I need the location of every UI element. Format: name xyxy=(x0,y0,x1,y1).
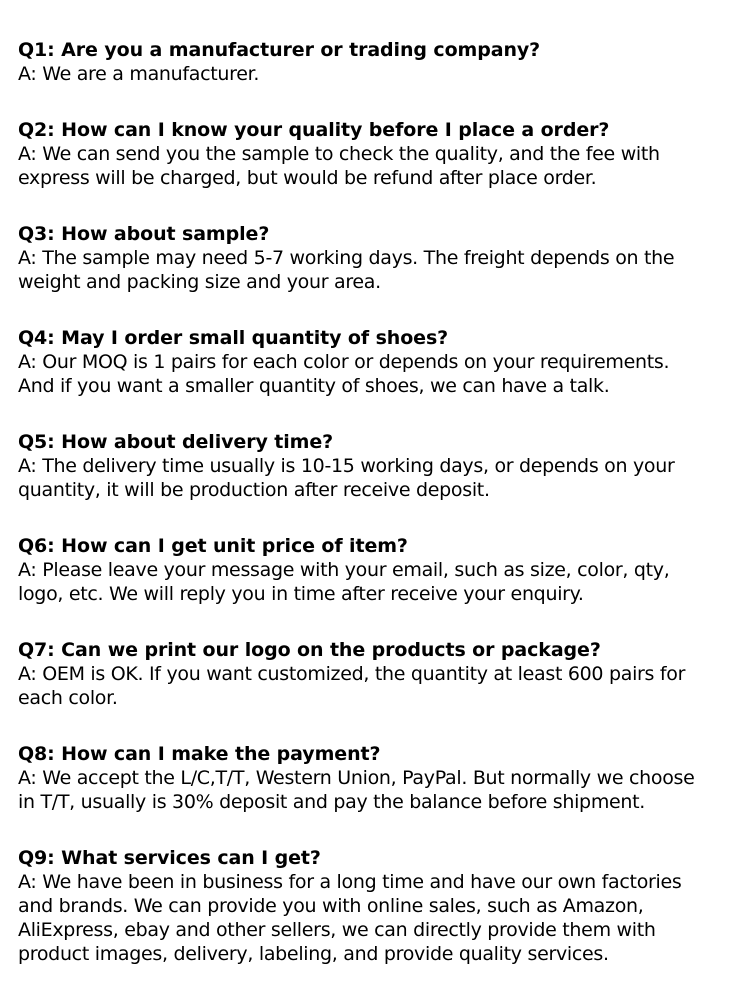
answer-line: logo, etc. We will reply you in time after receive your enquiry. xyxy=(18,583,584,605)
faq-item-q7 xyxy=(18,638,738,742)
answer-line: And if you want a smaller quantity of shoes, we can have a talk. xyxy=(18,375,610,397)
answer-q8 xyxy=(18,766,738,814)
question-q9: Q9: What services can I get? xyxy=(18,847,321,869)
faq-item-q3 xyxy=(18,222,738,326)
question-q7: Q7: Can we print our logo on the products or package? xyxy=(18,639,601,661)
faq-item-q2 xyxy=(18,118,738,222)
answer-line: express will be charged, but would be refund after place order. xyxy=(18,167,597,189)
answer-line: AliExpress, ebay and other sellers, we can directly provide them with xyxy=(18,919,656,941)
question-q1: Q1: Are you a manufacturer or trading company? xyxy=(18,39,541,61)
answer-line: each color. xyxy=(18,687,118,709)
answer-q7 xyxy=(18,662,738,710)
answer-q2 xyxy=(18,142,738,190)
answer-q3 xyxy=(18,246,738,294)
question-q6: Q6: How can I get unit price of item? xyxy=(18,535,408,557)
faq-item-q9 xyxy=(18,846,738,966)
answer-line: A: The sample may need 5-7 working days. The freight depends on the xyxy=(18,247,675,269)
question-q3: Q3: How about sample? xyxy=(18,223,270,245)
answer-line: A: We are a manufacturer. xyxy=(18,63,260,85)
question-q5: Q5: How about delivery time? xyxy=(18,431,334,453)
answer-q5 xyxy=(18,454,738,502)
answer-line: weight and packing size and your area. xyxy=(18,271,381,293)
faq-item-q1 xyxy=(18,38,738,118)
faq-item-q5 xyxy=(18,430,738,534)
faq-item-q6 xyxy=(18,534,738,638)
answer-q6 xyxy=(18,558,738,606)
faq-item-q4 xyxy=(18,326,738,430)
answer-line: in T/T, usually is 30% deposit and pay the balance before shipment. xyxy=(18,791,646,813)
answer-q1 xyxy=(18,62,738,86)
answer-line: A: We have been in business for a long time and have our own factories xyxy=(18,871,682,893)
question-q8: Q8: How can I make the payment? xyxy=(18,743,381,765)
answer-q9 xyxy=(18,870,738,966)
faq-item-q8 xyxy=(18,742,738,846)
answer-line: A: We can send you the sample to check the quality, and the fee with xyxy=(18,143,660,165)
answer-line: A: Please leave your message with your email, such as size, color, qty, xyxy=(18,559,670,581)
answer-line: quantity, it will be production after receive deposit. xyxy=(18,479,490,501)
faq-list xyxy=(18,38,738,966)
question-q4: Q4: May I order small quantity of shoes? xyxy=(18,327,449,349)
question-q2: Q2: How can I know your quality before I place a order? xyxy=(18,119,610,141)
answer-q4 xyxy=(18,350,738,398)
answer-line: A: The delivery time usually is 10-15 working days, or depends on your xyxy=(18,455,675,477)
answer-line: A: OEM is OK. If you want customized, the quantity at least 600 pairs for xyxy=(18,663,686,685)
answer-line: A: Our MOQ is 1 pairs for each color or depends on your requirements. xyxy=(18,351,670,373)
answer-line: A: We accept the L/C,T/T, Western Union, PayPal. But normally we choose xyxy=(18,767,695,789)
answer-line: and brands. We can provide you with online sales, such as Amazon, xyxy=(18,895,644,917)
answer-line: product images, delivery, labeling, and provide quality services. xyxy=(18,943,609,965)
